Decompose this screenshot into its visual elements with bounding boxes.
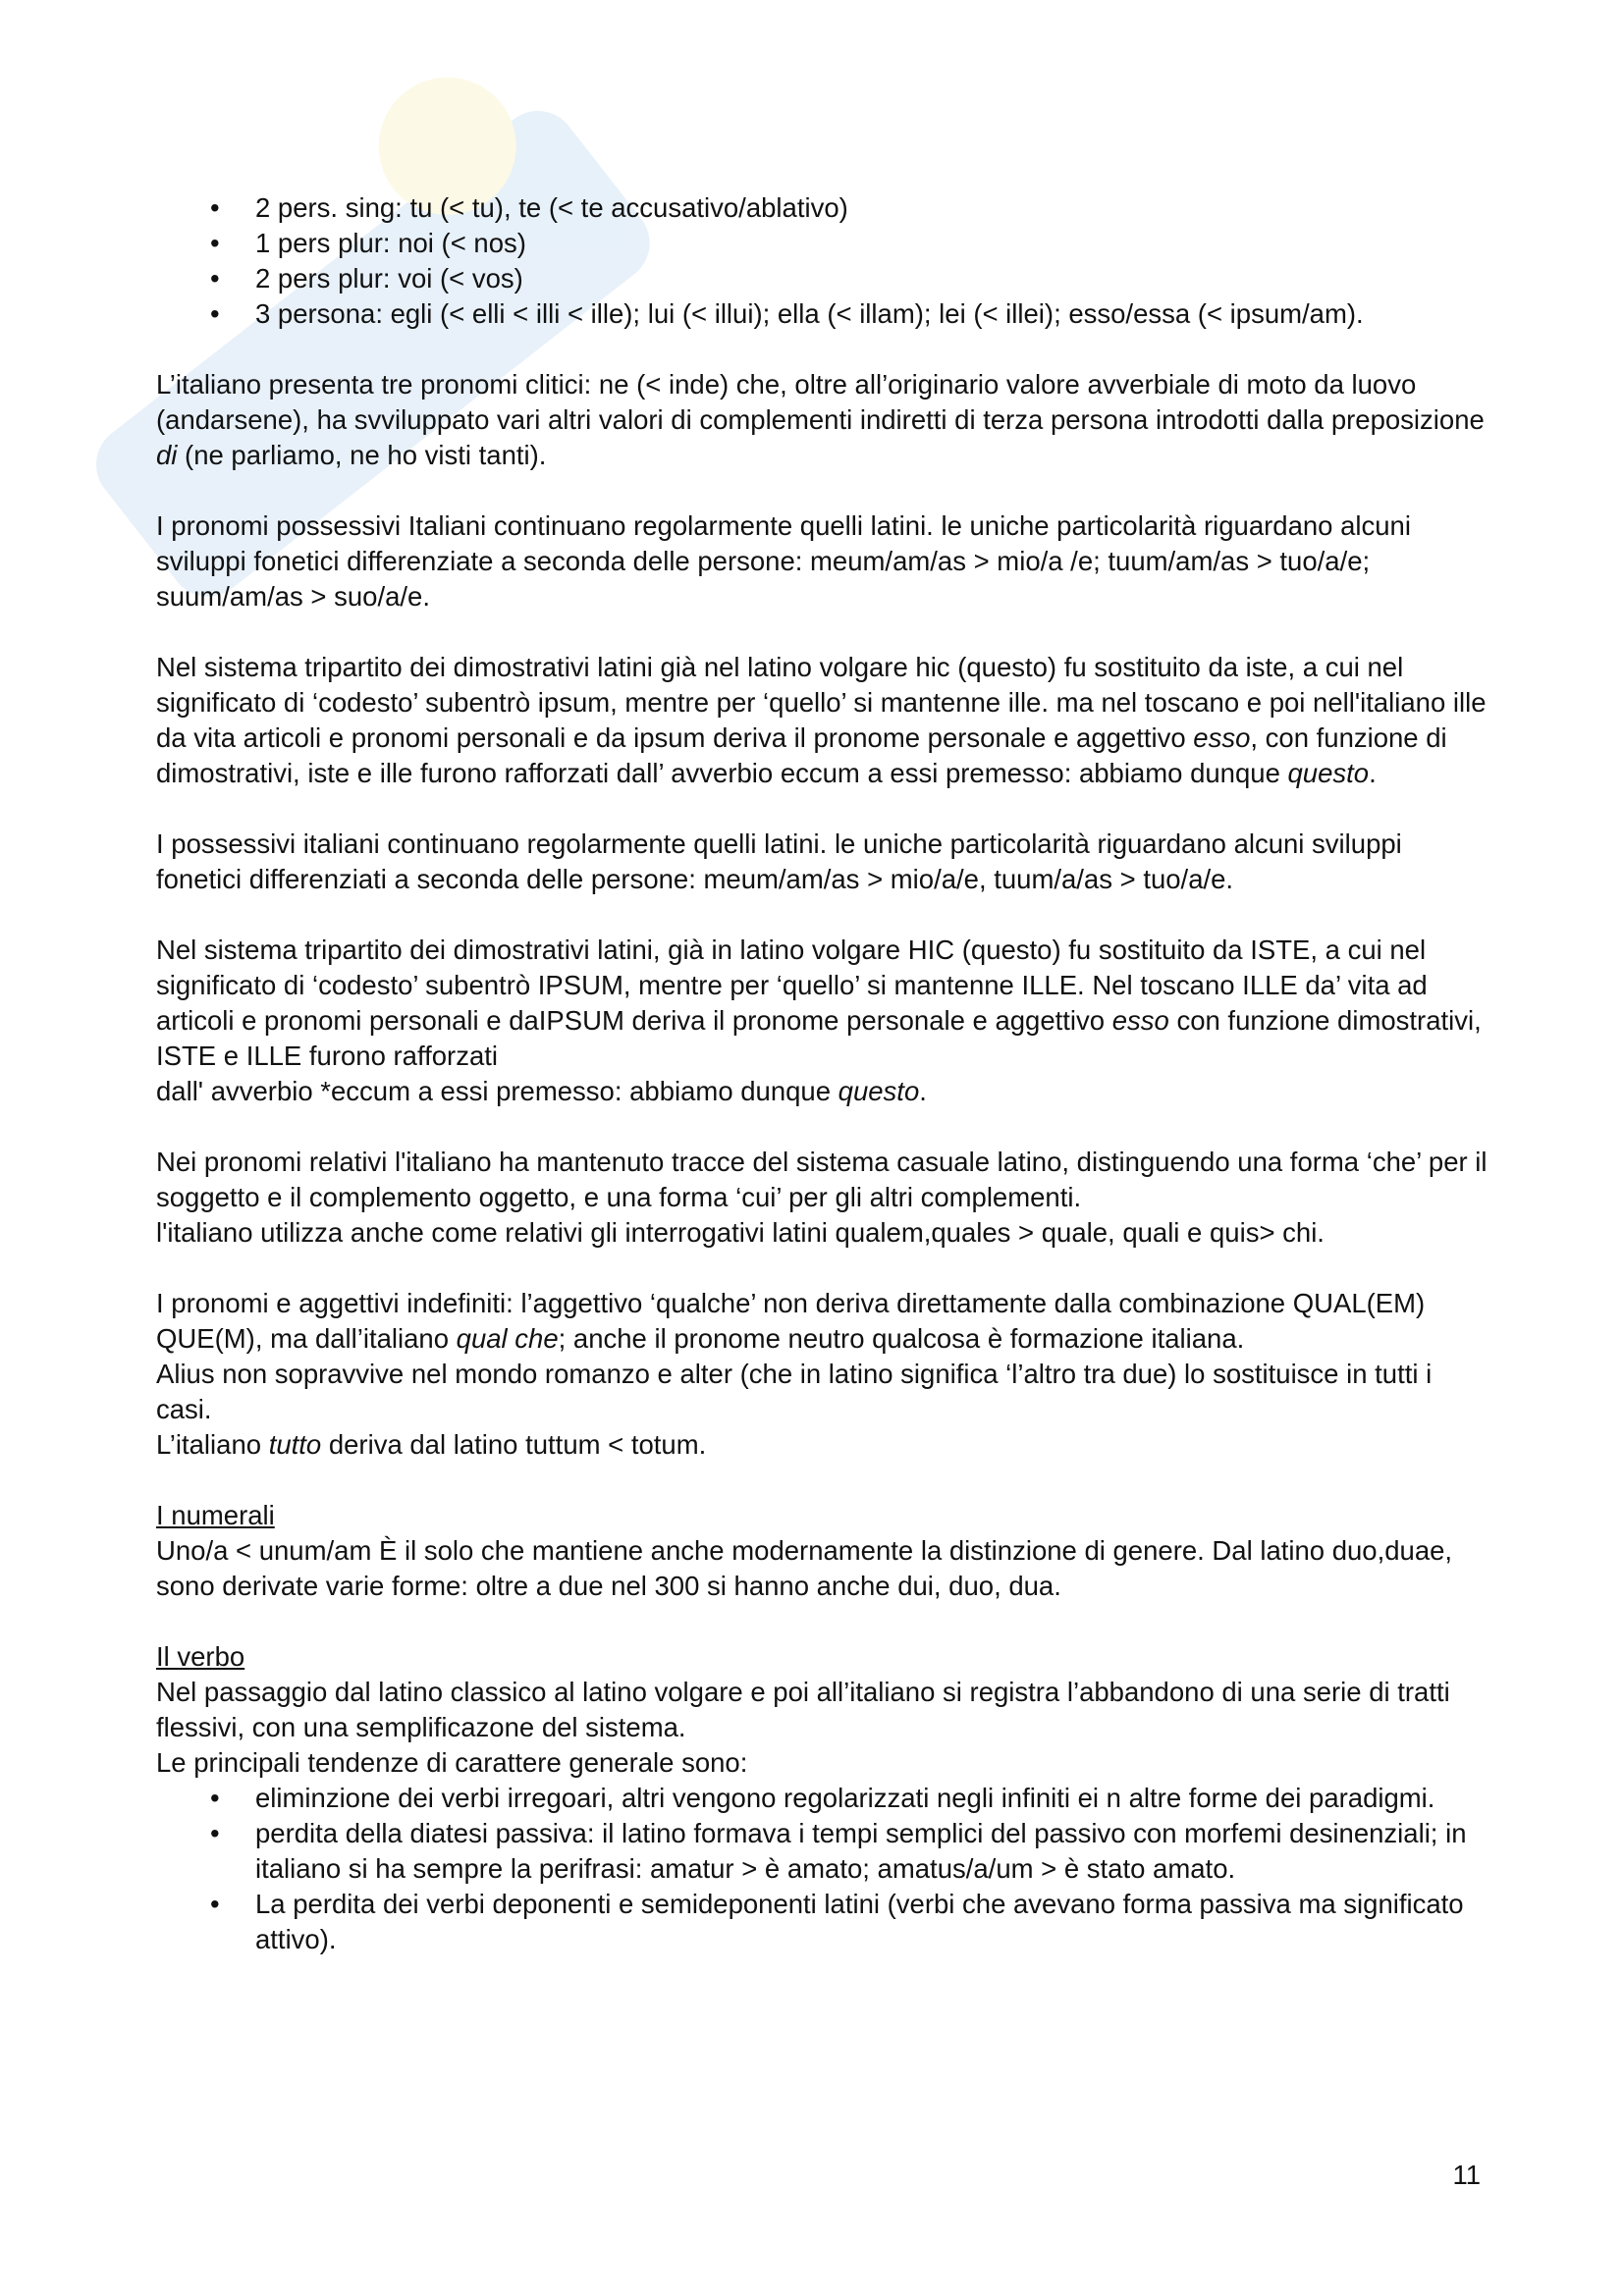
list-item: • 2 pers. sing: tu (< tu), te (< te accusativo/ablativo)	[255, 190, 1491, 226]
paragraph-possessivi-2: I possessivi italiani continuano regolarmente quelli latini. le uniche particolarità riguardano alcuni sviluppi fonetici differenziati a seconda delle persone: meum/am/as > mio/a/e, tuum/a/as > tuo/a/e.	[156, 828, 1402, 894]
list-item: • perdita della diatesi passiva: il latino formava i tempi semplici del passivo con morfemi desinenziali; in italiano si ha sempre la perifrasi: amatur > è amato; amatus/a/um > è stato amato.	[255, 1816, 1491, 1887]
list-item: • eliminzione dei verbi irregoari, altri vengono regolarizzati negli infiniti ei n altre forme dei paradigmi.	[255, 1781, 1491, 1816]
paragraph-dimostrativi-2: Nel sistema tripartito dei dimostrativi latini, già in latino volgare HIC (questo) fu sostituito da ISTE, a cui nel significato di ‘codesto’ subentrò IPSUM, mentre per ‘quello’ si mantenne ILLE. Nel toscano ILLE da’ vita ad articoli e pronomi personali e daIPSUM deriva il pronome personale e aggettivo esso con funzione dimostrativi, ISTE e ILLE furono rafforzati dall' avverbio *eccum a essi premesso: abbiamo dunque questo.	[156, 934, 1482, 1106]
list-item: • 3 persona: egli (< elli < illi < ille); lui (< illui); ella (< illam); lei (< illei); esso/essa (< ipsum/am).	[255, 296, 1491, 332]
heading-numerali: I numerali	[156, 1500, 275, 1530]
pronoun-list	[156, 190, 1491, 332]
paragraph-verbo: Nel passaggio dal latino classico al latino volgare e poi all’italiano si registra l’abbandono di una serie di tratti flessivi, con una semplificazone del sistema.	[156, 1677, 1450, 1742]
paragraph-tendenze: Le principali tendenze di carattere generale sono:	[156, 1747, 748, 1778]
list-item: • La perdita dei verbi deponenti e semideponenti latini (verbi che avevano forma passiva ma significato attivo).	[255, 1887, 1491, 1957]
paragraph-numerali: Uno/a < unum/am È il solo che mantiene anche modernamente la distinzione di genere. Dal latino duo,duae, sono derivate varie forme: oltre a due nel 300 si hanno anche dui, duo, dua.	[156, 1535, 1453, 1601]
paragraph-dimostrativi-1: Nel sistema tripartito dei dimostrativi latini già nel latino volgare hic (questo) fu sostituito da iste, a cui nel significato di ‘codesto’ subentrò ipsum, mentre per ‘quello’ si mantenne ille. ma nel toscano e poi nell'italiano ille da vita articoli e pronomi personali e da ipsum deriva il pronome personale e aggettivo esso, con funzione di dimostrativi, iste e ille furono rafforzati dall’ avverbio eccum a essi premesso: abbiamo dunque questo.	[156, 652, 1487, 788]
paragraph-relativi: Nei pronomi relativi l'italiano ha mantenuto tracce del sistema casuale latino, distinguendo una forma ‘che’ per il soggetto e il complemento oggetto, e una forma ‘cui’ per gli altri complementi. l'italiano utilizza anche come relativi gli interrogativi latini qualem,quales > quale, quali e quis> chi.	[156, 1147, 1488, 1248]
paragraph-indefiniti: I pronomi e aggettivi indefiniti: l’aggettivo ‘qualche’ non deriva direttamente dalla combinazione QUAL(EM) QUE(M), ma dall’italiano qual che; anche il pronome neutro qualcosa è formazione italiana. Alius non sopravvive nel mondo romanzo e alter (che in latino significa ‘l’altro tra due) lo sostituisce in tutti i casi. L’italiano tutto deriva dal latino tuttum < totum.	[156, 1288, 1433, 1460]
paragraph-possessivi-1: I pronomi possessivi Italiani continuano regolarmente quelli latini. le uniche particolarità riguardano alcuni sviluppi fonetici differenziate a seconda delle persone: meum/am/as > mio/a /e; tuum/am/as > tuo/a/e; suum/am/as > suo/a/e.	[156, 510, 1411, 612]
list-item: • 2 pers plur: voi (< vos)	[255, 261, 1491, 296]
paragraph-clitici: L’italiano presenta tre pronomi clitici: ne (< inde) che, oltre all’originario valore avverbiale di moto da luovo (andarsene), ha svviluppato vari altri valori di complementi indiretti di terza persona introdotti dalla preposizione di (ne parliamo, ne ho visti tanti).	[156, 369, 1485, 470]
page-number: 11	[1452, 2160, 1481, 2190]
document-page	[156, 190, 1491, 1957]
list-item: • 1 pers plur: noi (< nos)	[255, 226, 1491, 261]
verb-list	[156, 1781, 1491, 1957]
heading-verbo: Il verbo	[156, 1641, 245, 1672]
